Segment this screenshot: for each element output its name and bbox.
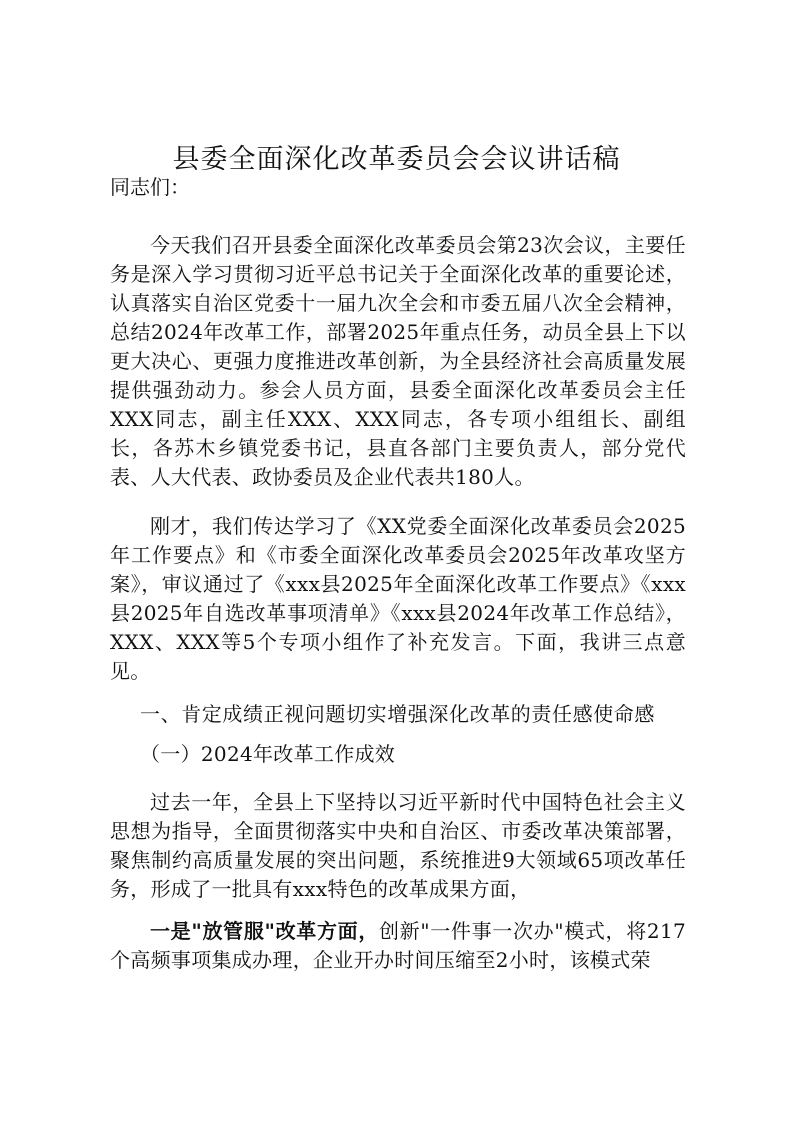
paragraph-achievements: 过去一年，全县上下坚持以习近平新时代中国特色社会主义思想为指导，全面贯彻落实中央和自治区、市委改革决策部署，聚焦制约高质量发展的突出问题，系统推进9大领域65项改革任务，形成了一批具有xxx特色的改革成果方面， [110,790,686,901]
subsection-heading-1: （一）2024年改革工作成效 [140,742,396,766]
reform-item-text: 创新"一件事一次办"模式，将217个高频事项集成办理，企业开办时间压缩至2小时，该模式荣 [110,919,686,972]
salutation: 同志们： [110,175,190,199]
paragraph-reform-item [110,917,686,975]
document-title: 县委全面深化改革委员会会议讲话稿 [172,144,621,175]
section-heading-1: 一、肯定成绩正视问题切实增强深化改革的责任感使命感 [140,702,655,726]
reform-item-lead: 一是"放管服"改革方面， [150,919,379,943]
paragraph-intro: 今天我们召开县委全面深化改革委员会第23次会议，主要任务是深入学习贯彻习近平总书记关于全面深化改革的重要论述，认真落实自治区党委十一届九次全会和市委五届八次全会精神，总结2024年改革工作，部署2025年重点任务，动员全县上下以更大决心、更强力度推进改革创新，为全县经济社会高质量发展提供强劲动力。参会人员方面，县委全面深化改革委员会主任XXX同志，副主任XXX、XXX同志，各专项小组组长、副组长，各苏木乡镇党委书记，县直各部门主要负责人，部分党代表、人大代表、政协委员及企业代表共180人。 [110,233,686,489]
paragraph-review: 刚才，我们传达学习了《XX党委全面深化改革委员会2025年工作要点》和《市委全面深化改革委员会2025年改革攻坚方案》，审议通过了《xxx县2025年全面深化改革工作要点》《xxx县2025年自选改革事项清单》《xxx县2024年改革工作总结》，XXX、XXX等5个专项小组作了补充发言。下面，我讲三点意见。 [110,514,686,683]
